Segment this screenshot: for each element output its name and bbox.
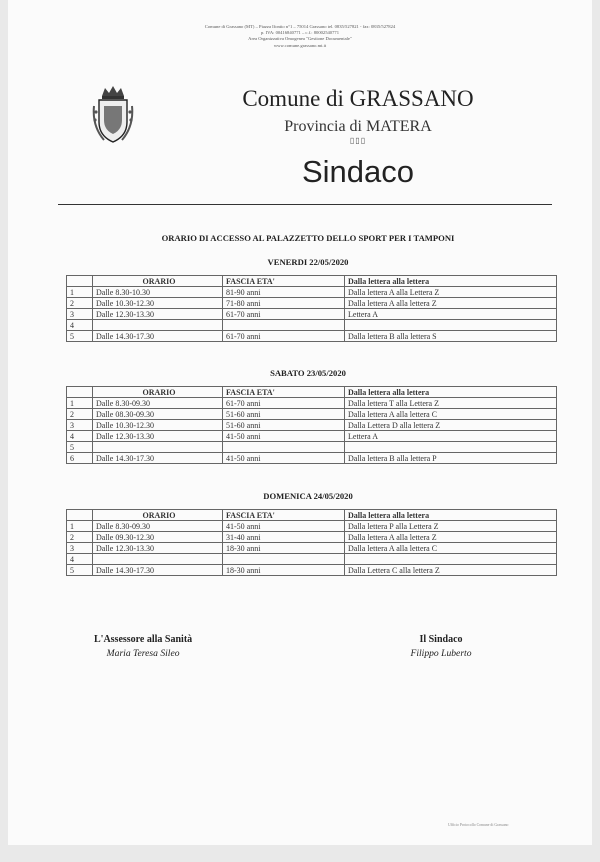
cell-fascia: [223, 554, 345, 565]
cell-fascia: 31-40 anni: [223, 532, 345, 543]
cell-fascia: [223, 320, 345, 331]
cell-fascia: 61-70 anni: [223, 331, 345, 342]
day-title-friday: VENERDI 22/05/2020: [267, 257, 349, 267]
table-row: [67, 453, 557, 464]
schedule-table-saturday: [66, 386, 557, 464]
cell-fascia: 61-70 anni: [223, 398, 345, 409]
cell-fascia: 61-70 anni: [223, 309, 345, 320]
office-title: Sindaco: [301, 154, 415, 189]
table-row: [67, 287, 557, 298]
cell-n: 4: [67, 320, 93, 331]
table-row: [67, 554, 557, 565]
column-header: Dalla lettera alla lettera: [345, 510, 557, 521]
cell-orario: Dalle 10.30-12.30: [93, 420, 223, 431]
table-row: [67, 521, 557, 532]
cell-n: 2: [67, 532, 93, 543]
column-header: FASCIA ETA': [223, 510, 345, 521]
signature-sindaco: [388, 634, 494, 659]
cell-lettere: Dalla Lettera C alla lettera Z: [345, 565, 557, 576]
document-title: ORARIO DI ACCESSO AL PALAZZETTO DELLO SPORT PER I TAMPONI: [161, 233, 455, 243]
cell-n: 2: [67, 409, 93, 420]
cell-lettere: Dalla lettera A alla lettera Z: [345, 532, 557, 543]
column-header: Dalla lettera alla lettera: [345, 276, 557, 287]
letterhead-address: [8, 24, 592, 49]
table-row: [67, 309, 557, 320]
cell-orario: Dalle 10.30-12.30: [93, 298, 223, 309]
cell-fascia: 18-30 anni: [223, 543, 345, 554]
cell-lettere: [345, 442, 557, 453]
cell-n: 6: [67, 453, 93, 464]
cell-lettere: [345, 320, 557, 331]
schedule-table-sunday: [66, 509, 557, 576]
day-title-saturday: SABATO 23/05/2020: [270, 368, 346, 378]
cell-lettere: Lettera A: [345, 431, 557, 442]
cell-n: 1: [67, 521, 93, 532]
column-header: FASCIA ETA': [223, 387, 345, 398]
day-title-sunday: DOMENICA 24/05/2020: [263, 491, 353, 501]
column-header: FASCIA ETA': [223, 276, 345, 287]
cell-orario: Dalle 09.30-12.30: [93, 532, 223, 543]
table-row: [67, 420, 557, 431]
cell-orario: [93, 320, 223, 331]
table-row: [67, 543, 557, 554]
cell-orario: Dalle 08.30-09.30: [93, 409, 223, 420]
cell-lettere: Dalla lettera A alla lettera C: [345, 543, 557, 554]
table-row: [67, 320, 557, 331]
cell-orario: Dalle 12.30-13.30: [93, 309, 223, 320]
cell-n: 5: [67, 565, 93, 576]
table-row: [67, 331, 557, 342]
column-header-index: [67, 276, 93, 287]
cell-orario: [93, 442, 223, 453]
cell-orario: Dalle 8.30-09.30: [93, 398, 223, 409]
cell-fascia: [223, 442, 345, 453]
cell-lettere: Dalla lettera P alla Lettera Z: [345, 521, 557, 532]
cell-orario: Dalle 12.30-13.30: [93, 543, 223, 554]
letterhead-line: www.comune.grassano.mt.it: [273, 42, 327, 48]
signature-name: Filippo Luberto: [410, 648, 472, 659]
cell-lettere: Dalla lettera A alla lettera Z: [345, 298, 557, 309]
municipality-name: Comune di GRASSANO: [242, 86, 474, 111]
column-header: ORARIO: [93, 276, 223, 287]
cell-orario: [93, 554, 223, 565]
cell-orario: Dalle 8.30-10.30: [93, 287, 223, 298]
column-header: Dalla lettera alla lettera: [345, 387, 557, 398]
cell-n: 1: [67, 398, 93, 409]
table-row: [67, 532, 557, 543]
cell-fascia: 81-90 anni: [223, 287, 345, 298]
signature-name: Maria Teresa Sileo: [106, 648, 180, 659]
cell-fascia: 51-60 anni: [223, 420, 345, 431]
schedule-table-friday: [66, 275, 557, 342]
table-header-row: [67, 510, 557, 521]
table-row: [67, 298, 557, 309]
letterhead-line: Comune di Grassano (MT) – Piazza Ifontio n°1 – 75014 Grassano tel. 0835/527821 - fax: 0835/527824: [204, 24, 396, 29]
column-header-index: [67, 510, 93, 521]
footer-note: Ufficio Protocollo Comune di Grassano: [448, 823, 509, 827]
signature-role: L'Assessore alla Sanità: [94, 634, 193, 645]
table-row: [67, 409, 557, 420]
cell-lettere: Dalla Lettera D alla lettera Z: [345, 420, 557, 431]
cell-n: 5: [67, 331, 93, 342]
cell-orario: Dalle 8.30-09.30: [93, 521, 223, 532]
cell-orario: Dalle 14.30-17.30: [93, 565, 223, 576]
table-row: [67, 442, 557, 453]
document-page: [8, 0, 592, 845]
cell-orario: Dalle 12.30-13.30: [93, 431, 223, 442]
header-divider: [58, 204, 552, 205]
cell-lettere: [345, 554, 557, 565]
cell-n: 3: [67, 309, 93, 320]
cell-lettere: Dalla lettera A alla Lettera Z: [345, 287, 557, 298]
cell-n: 5: [67, 442, 93, 453]
cell-n: 4: [67, 431, 93, 442]
header-ornament: ▯▯▯: [349, 136, 367, 145]
cell-fascia: 51-60 anni: [223, 409, 345, 420]
column-header-index: [67, 387, 93, 398]
cell-fascia: 71-80 anni: [223, 298, 345, 309]
table-row: [67, 565, 557, 576]
column-header: ORARIO: [93, 510, 223, 521]
cell-n: 1: [67, 287, 93, 298]
cell-orario: Dalle 14.30-17.30: [93, 453, 223, 464]
cell-fascia: 41-50 anni: [223, 521, 345, 532]
province-name: Provincia di MATERA: [284, 118, 432, 135]
signature-assessore: [94, 634, 192, 659]
table-row: [67, 431, 557, 442]
table-row: [67, 398, 557, 409]
cell-lettere: Lettera A: [345, 309, 557, 320]
cell-lettere: Dalla lettera T alla Lettera Z: [345, 398, 557, 409]
cell-lettere: Dalla lettera B alla lettera P: [345, 453, 557, 464]
cell-n: 3: [67, 543, 93, 554]
column-header: ORARIO: [93, 387, 223, 398]
cell-n: 4: [67, 554, 93, 565]
cell-lettere: Dalla lettera B alla lettera S: [345, 331, 557, 342]
signature-role: Il Sindaco: [419, 634, 463, 645]
letterhead-line: p. IVA: 00416840771 – c.f.: 80002540771: [260, 30, 339, 36]
table-header-row: [67, 276, 557, 287]
cell-n: 3: [67, 420, 93, 431]
cell-orario: Dalle 14.30-17.30: [93, 331, 223, 342]
cell-lettere: Dalla lettera A alla lettera C: [345, 409, 557, 420]
table-header-row: [67, 387, 557, 398]
letterhead-line: Area Organizzativa Omogenea "Gestione Documentale": [248, 36, 352, 42]
cell-fascia: 18-30 anni: [223, 565, 345, 576]
cell-fascia: 41-50 anni: [223, 453, 345, 464]
cell-fascia: 41-50 anni: [223, 431, 345, 442]
cell-n: 2: [67, 298, 93, 309]
